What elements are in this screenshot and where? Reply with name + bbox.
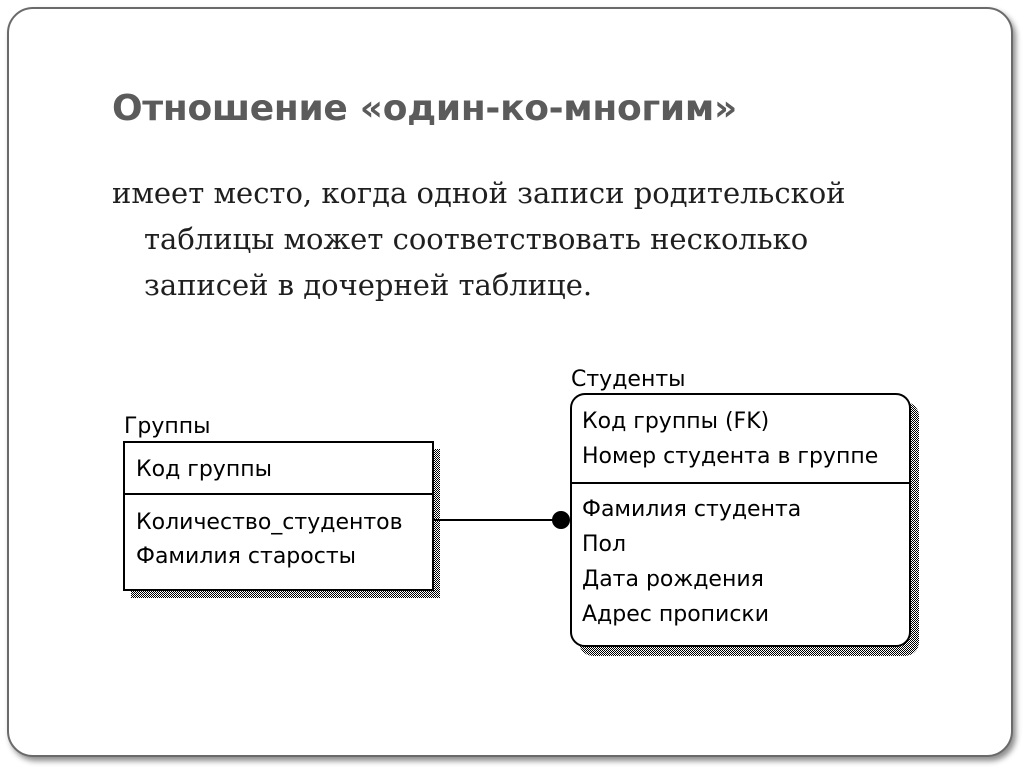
body-line-3: записей в дочерней таблице. [144,268,593,302]
entity-groups [124,414,440,598]
entity-students-attr: Пол [582,532,627,557]
slide-title: Отношение «один-ко-многим» [112,88,737,129]
body-line-1: имеет место, когда одной записи родительской [112,176,846,210]
entity-students-attr: Фамилия студента [582,497,802,522]
entity-students-key-attr: Код группы (FK) [582,409,770,434]
entity-groups-attr: Количество_студентов [136,510,403,535]
entity-groups-key-attr: Код группы [136,457,272,482]
entity-students [571,367,919,656]
entity-students-attr: Дата рождения [582,567,764,592]
entity-students-attr: Адрес прописки [582,602,770,627]
entity-students-name: Студенты [571,367,686,392]
body-line-2: таблицы может соответствовать несколько [144,222,809,256]
relationship-one-to-many [433,511,570,529]
entity-groups-name: Группы [124,414,211,439]
entity-students-key-attr: Номер студента в группе [582,444,879,469]
entity-groups-attr: Фамилия старосты [136,544,356,569]
many-end-dot [552,511,570,529]
